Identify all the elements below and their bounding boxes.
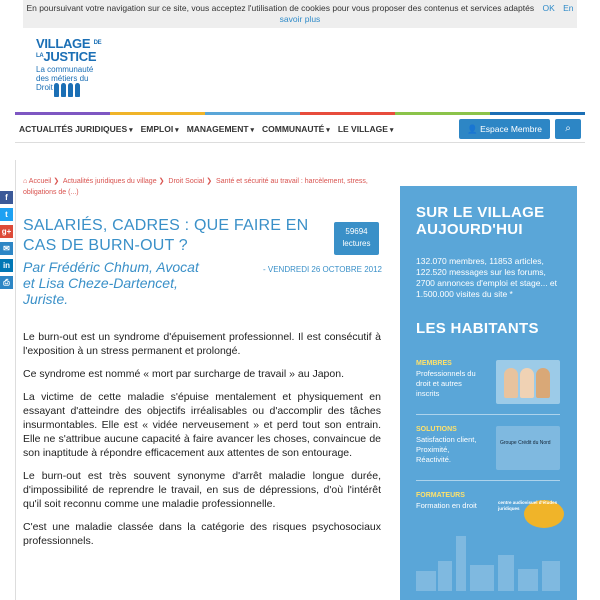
article-paragraph: C'est une maladie classée dans la catégorie des risques psychosociaux professionnels. xyxy=(23,521,381,547)
content-divider xyxy=(15,160,16,600)
sidebar-item-category: FORMATEURS xyxy=(416,492,465,499)
breadcrumb-droit-social[interactable]: Droit Social xyxy=(168,178,205,185)
logo-de: DE xyxy=(93,40,102,46)
article-paragraph: Le burn-out est très souvent synonyme d'arrêt maladie longue durée, d'impossibilité de reprendre le travail, en sus de dépressions, d'où l'intérêt qu'il soit reconnu comme une maladie professionnelle. xyxy=(23,470,381,510)
formateurs-logo xyxy=(496,492,560,536)
cookie-text: En poursuivant votre navigation sur ce site, vous acceptez l'utilisation de cookies pour vous proposer des contenus et services adaptés xyxy=(26,3,535,13)
user-icon: 👤 xyxy=(467,124,478,134)
breadcrumb-actualites[interactable]: Actualités juridiques du village xyxy=(62,178,157,185)
nav-emploi[interactable]: EMPLOI ▾ xyxy=(137,124,183,134)
logo-la: LA xyxy=(36,53,44,59)
cookie-ok-link[interactable]: OK xyxy=(542,3,555,13)
article-date: - VENDREDI 26 OCTOBRE 2012 xyxy=(262,265,382,274)
article-paragraph: La victime de cette maladie s'épuise mentalement et physiquement en essayant d'atteindre des objectifs irréalisables ou d'accomplir des tâches insurmontables. Elle est « vidée nerveusement » et perd tout son entrain. Elle ne s'attribue aucune capacité à faire avancer les choses, convaincue de son inaptitude à répondre efficacement aux attentes de son entourage. xyxy=(23,391,381,459)
nav-le-village[interactable]: LE VILLAGE ▾ xyxy=(334,124,398,134)
breadcrumb-accueil[interactable]: Accueil xyxy=(28,178,52,185)
sidebar-item-category: SOLUTIONS xyxy=(416,426,457,433)
sidebar-item-membres[interactable] xyxy=(416,360,566,410)
cookie-banner xyxy=(23,0,577,28)
email-icon[interactable]: ✉ xyxy=(0,242,13,255)
nav-actualites[interactable]: ACTUALITÉS JURIDIQUES ▾ xyxy=(15,124,137,134)
twitter-icon[interactable]: t xyxy=(0,208,13,221)
sidebar-item-solutions[interactable] xyxy=(416,426,566,476)
sidebar-stats: 132.070 membres, 11853 articles, 122.520 messages sur les forums, 2700 annonces d'emploi et stage... et 1.500.000 visites du site * xyxy=(416,256,558,299)
sidebar-item-desc: Formation en droit xyxy=(416,501,477,510)
article-paragraph: Le burn-out est un syndrome d'épuisement professionnel. Il est consécutif à l'exposition à un stress permanent et prolongé. xyxy=(23,331,381,357)
views-count: 59694 xyxy=(345,227,368,236)
habitants-heading: LES HABITANTS xyxy=(416,320,539,337)
member-space-button[interactable] xyxy=(459,119,550,139)
nav-management[interactable]: MANAGEMENT ▾ xyxy=(183,124,258,134)
cookie-more-link[interactable]: En savoir plus xyxy=(279,3,574,24)
search-icon: ⌕ xyxy=(565,123,571,134)
logo-village: VILLAGE xyxy=(36,36,91,51)
article-title: SALARIÉS, CADRES : QUE FAIRE EN CAS DE BURN-OUT ? xyxy=(23,217,309,254)
breadcrumb-sante[interactable]: Santé et sécurité au travail : harcèlement, stress, obligations de (...) xyxy=(23,178,368,196)
social-share-bar xyxy=(0,191,14,293)
formateurs-logo-text: centre audiovisuel d'études juridiques xyxy=(498,500,558,511)
sidebar-heading: SUR LE VILLAGE AUJOURD'HUI xyxy=(416,204,545,238)
logo-justice: JUSTICE xyxy=(43,49,97,64)
google-plus-icon[interactable]: g+ xyxy=(1,227,12,236)
views-label: lectures xyxy=(342,239,371,248)
member-space-label: Espace Membre xyxy=(480,124,542,134)
solutions-logo-text: Groupe Crédit du Nord xyxy=(500,440,551,446)
linkedin-icon[interactable]: in xyxy=(0,259,13,272)
views-badge xyxy=(334,222,379,255)
nav-communaute[interactable]: COMMUNAUTÉ ▾ xyxy=(258,124,334,134)
logo-tagline: La communauté des métiers du Droit xyxy=(36,65,94,92)
search-button[interactable] xyxy=(555,119,581,139)
sidebar-item-desc: Satisfaction client, Proximité, Réactivité. xyxy=(416,435,477,464)
members-photo xyxy=(496,360,560,404)
solutions-logo xyxy=(496,426,560,470)
facebook-icon[interactable]: f xyxy=(0,191,13,204)
article-author: Par Frédéric Chhum, Avocat et Lisa Cheze-Dartencet, Juriste. xyxy=(23,259,199,307)
print-icon[interactable]: ⎙ xyxy=(0,276,13,289)
logo-people-icon xyxy=(54,83,80,97)
sidebar-item-category: MEMBRES xyxy=(416,360,452,367)
sidebar-panel xyxy=(400,186,577,600)
breadcrumb: ⌂ Accueil ❯ Actualités juridiques du village ❯ Droit Social ❯ Santé et sécurité au travail : harcèlement, stress, obligations de (...) xyxy=(23,178,368,196)
article-paragraph: Ce syndrome est nommé « mort par surcharge de travail » au Japon. xyxy=(23,368,344,380)
sidebar-divider xyxy=(416,480,560,481)
main-nav xyxy=(15,115,585,143)
city-skyline-illustration xyxy=(416,531,560,591)
sidebar-divider xyxy=(416,414,560,415)
site-logo[interactable] xyxy=(36,37,106,99)
article-body xyxy=(23,330,381,557)
sidebar-item-desc: Professionnels du droit et autres inscrits xyxy=(416,369,476,398)
home-icon[interactable]: ⌂ xyxy=(23,178,28,185)
